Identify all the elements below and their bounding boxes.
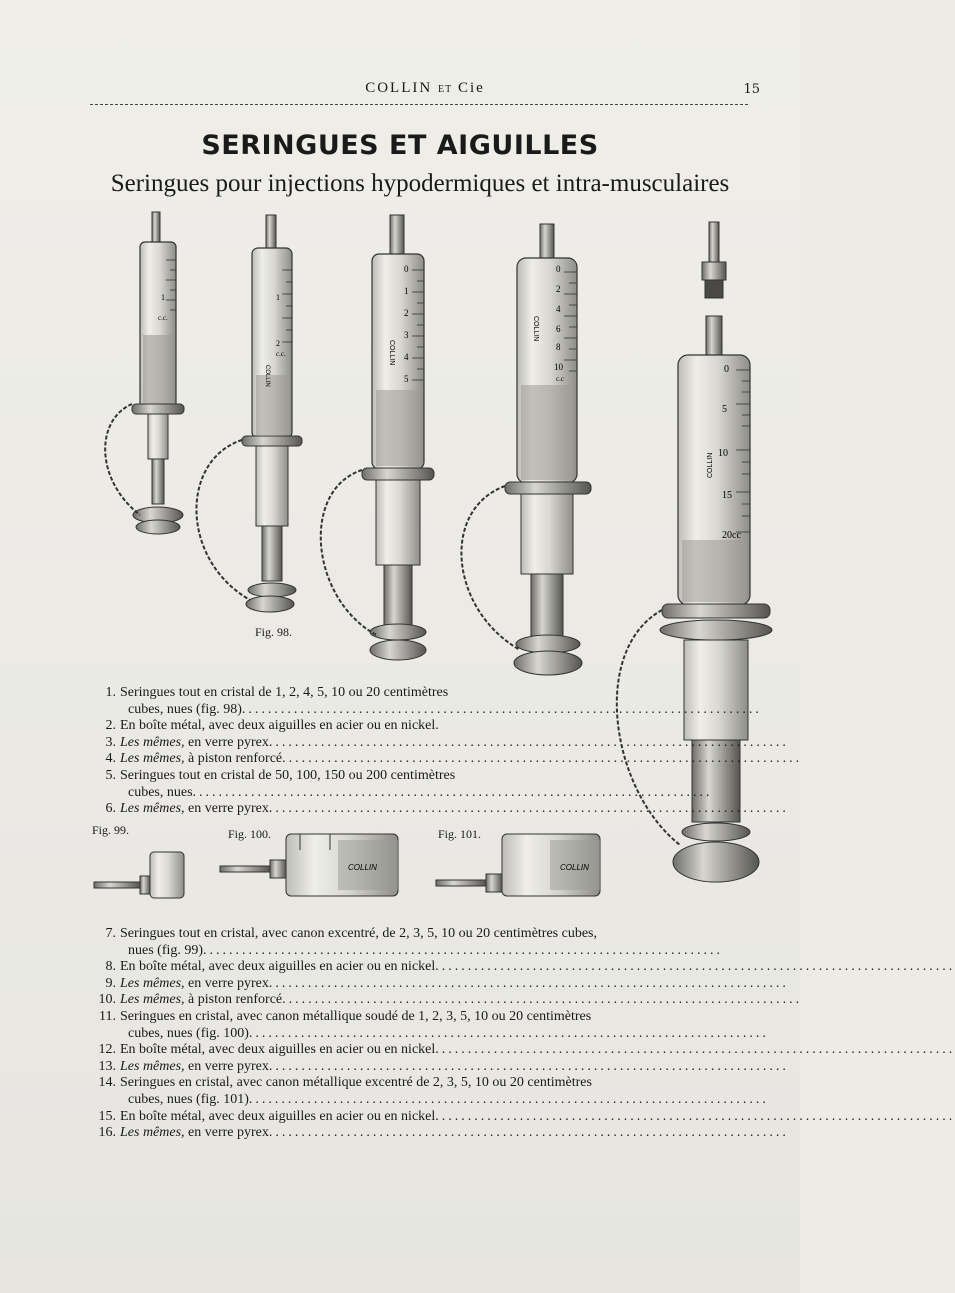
leader-dots: ................................................................................ (192, 784, 713, 800)
item-text (120, 1059, 269, 1074)
leader-dots: ................................................................................ (282, 992, 803, 1008)
list-item (92, 1058, 789, 1076)
item-text (128, 1092, 249, 1107)
syringe-2-maker-mark: COLLIN (264, 365, 270, 387)
leader-dots: ................................................................................ (241, 701, 762, 717)
list-item (92, 751, 803, 768)
item-body: En boîte métal, avec deux aiguilles en acier ou en nickel (120, 1042, 436, 1058)
syringe-4-scale-cc: c.c (556, 375, 564, 383)
syringe-4-scale-10: 10 (554, 362, 563, 372)
list-item (92, 1125, 789, 1142)
item-body: cubes, nues (128, 784, 193, 800)
syringe-1 (105, 212, 184, 534)
syringe-5 (617, 222, 772, 882)
item-number: 10. (98, 992, 116, 1008)
syringe-3-maker-mark: COLLIN (388, 340, 395, 366)
item-text (128, 785, 193, 800)
item-text (128, 702, 242, 717)
item-number: 15. (98, 1108, 116, 1124)
item-text (120, 1009, 591, 1024)
syringe-4-maker-mark: COLLIN (532, 316, 539, 342)
item-body: à piston renforcé (184, 992, 283, 1008)
list-item (92, 959, 955, 976)
small-syringes-illustration (90, 830, 710, 910)
syringe-5-scale-10: 10 (718, 448, 728, 459)
item-emphasis: Les mêmes, (120, 801, 185, 817)
item-body: à piston renforcé (184, 751, 283, 767)
item-emphasis: Les mêmes, (120, 975, 185, 991)
leader-dots: ................................................................................ (268, 1125, 789, 1141)
item-number: 5. (105, 767, 116, 783)
item-number: 2. (105, 718, 116, 734)
fig-99-label: Fig. 99. (92, 823, 130, 837)
syringe-4-scale-8: 8 (556, 342, 561, 352)
item-text (120, 959, 435, 974)
leader-dots: ................................................................................ (248, 1025, 769, 1041)
item-body: En boîte métal, avec deux aiguilles en acier ou en nickel. (120, 718, 439, 734)
list-item (92, 926, 712, 943)
item-text (120, 976, 269, 991)
syringe-5-scale-0: 0 (724, 364, 729, 375)
item-text (128, 943, 203, 958)
syringe-4 (461, 224, 591, 675)
syringe-3-scale-2: 2 (404, 308, 409, 318)
item-body: Seringues tout en cristal de 1, 2, 4, 5, 10 ou 20 centimètres (120, 685, 449, 700)
fig-101-maker-mark: COLLIN (560, 863, 589, 872)
leader-dots: ................................................................................ (435, 959, 955, 975)
item-text (120, 992, 282, 1007)
item-number: 13. (98, 1058, 116, 1074)
item-body: En boîte métal, avec deux aiguilles en acier ou en nickel (120, 959, 436, 975)
syringe-3-scale-1: 1 (404, 286, 409, 296)
list-item (92, 992, 803, 1009)
list-item (92, 784, 713, 802)
item-number: 14. (98, 1075, 116, 1091)
item-emphasis: Les mêmes, (120, 1058, 185, 1074)
syringe-3-scale-5: 5 (404, 374, 409, 384)
item-body: nues (fig. 99) (128, 942, 204, 958)
list-item (92, 1091, 769, 1109)
item-number: 6. (105, 801, 116, 817)
leader-dots: ................................................................................ (203, 942, 724, 958)
leader-dots: ................................................................................ (435, 1108, 955, 1124)
item-body: en verre pyrex (184, 975, 269, 991)
syringe-2-scale-cc: c.c. (276, 350, 286, 358)
item-text (120, 751, 282, 766)
item-number: 3. (105, 734, 116, 750)
list-item (92, 1075, 712, 1092)
item-emphasis: Les mêmes, (120, 751, 185, 767)
item-body: En boîte métal, avec deux aiguilles en acier ou en nickel (120, 1108, 436, 1124)
item-body: cubes, nues (fig. 101) (128, 1091, 249, 1107)
page-number: 15 (743, 82, 760, 97)
syringe-2-scale-2: 2 (276, 339, 280, 348)
item-number: 11. (99, 1008, 116, 1024)
syringe-3-scale-0: 0 (404, 264, 409, 274)
leader-dots: ................................................................................ (282, 751, 803, 767)
item-body: en verre pyrex (184, 801, 269, 817)
syringe-1-scale-1: 1 (161, 293, 165, 302)
item-number: 12. (98, 1042, 116, 1058)
syringe-3-scale-4: 4 (404, 352, 409, 362)
leader-dots: ................................................................................ (435, 1042, 955, 1058)
item-text (120, 685, 448, 700)
syringe-4-scale-0: 0 (556, 264, 561, 274)
list-item (92, 718, 532, 735)
brand-name: COLLIN ET Cie (365, 80, 485, 96)
page-subtitle: Seringues pour injections hypodermiques et intra-musculaires (110, 170, 730, 197)
syringe-3-scale-3: 3 (404, 330, 409, 340)
fig-98-label: Fig. 98. (255, 625, 293, 639)
fig-100-syringe (220, 834, 398, 896)
item-emphasis: Les mêmes, (120, 1125, 185, 1141)
item-text (120, 1075, 592, 1090)
leader-dots: ................................................................................ (268, 975, 789, 991)
list-bottom (92, 926, 955, 1142)
syringe-2-scale-1: 1 (276, 293, 280, 302)
list-item (92, 1025, 769, 1043)
list-item (92, 701, 762, 719)
list-item (92, 1108, 955, 1126)
item-emphasis: Les mêmes, (120, 992, 185, 1008)
list-item (92, 975, 789, 993)
syringe-3 (321, 215, 434, 660)
list-item (92, 768, 532, 785)
fig-100-label: Fig. 100. (228, 827, 272, 841)
item-number: 8. (105, 959, 116, 975)
fig-99-syringe (94, 852, 184, 898)
syringe-4-scale-2: 2 (556, 284, 561, 294)
item-text (120, 735, 269, 750)
item-body: Seringues en cristal, avec canon métallique excentré de 2, 3, 5, 10 ou 20 centimètres (120, 1075, 592, 1091)
syringe-5-scale-5: 5 (722, 404, 727, 415)
list-item (92, 734, 789, 752)
fig-100-maker-mark: COLLIN (348, 863, 377, 872)
leader-dots: ................................................................................ (248, 1091, 769, 1107)
item-text (120, 718, 439, 733)
item-number: 4. (105, 751, 116, 767)
item-number: 16. (98, 1125, 116, 1141)
item-number: 9. (105, 975, 116, 991)
leader-dots: ................................................................................ (268, 734, 789, 750)
list-item (92, 942, 724, 960)
item-text (128, 1026, 249, 1041)
item-text (120, 1125, 269, 1140)
fig-101-label: Fig. 101. (438, 827, 482, 841)
list-item (92, 685, 532, 702)
syringe-4-scale-4: 4 (556, 304, 561, 314)
item-body: cubes, nues (fig. 100) (128, 1025, 249, 1041)
page-title: SERINGUES ET AIGUILLES (201, 130, 599, 161)
list-top (92, 685, 803, 818)
leader-dots: ................................................................................ (268, 1058, 789, 1074)
item-body: Seringues tout en cristal, avec canon excentré, de 2, 3, 5, 10 ou 20 centimètres cubes, (120, 926, 598, 941)
list-item (92, 1009, 712, 1026)
list-item (92, 801, 789, 818)
item-body: Seringues tout en cristal de 50, 100, 150 ou 200 centimètres (120, 767, 456, 783)
syringe-1-scale-cc: c.c. (158, 314, 168, 322)
syringe-5-maker-mark: COLLIN (707, 452, 714, 478)
item-body: Seringues en cristal, avec canon métallique soudé de 1, 2, 3, 5, 10 ou 20 centimètres (120, 1008, 592, 1024)
list-item (92, 1042, 955, 1059)
syringe-5-scale-15: 15 (722, 490, 732, 501)
syringe-4-scale-6: 6 (556, 324, 561, 334)
item-text (120, 926, 597, 941)
item-body: cubes, nues (fig. 98) (128, 701, 242, 717)
item-text (120, 768, 455, 783)
syringe-5-scale-20: 20cc (722, 530, 741, 541)
item-text (120, 801, 269, 816)
syringe-2 (196, 215, 302, 612)
item-text (120, 1109, 435, 1124)
item-body: en verre pyrex (184, 734, 269, 750)
item-emphasis: Les mêmes, (120, 734, 185, 750)
item-text (120, 1042, 435, 1057)
leader-dots: ................................................................................ (268, 801, 789, 817)
item-number: 1. (105, 685, 116, 700)
fig-101-syringe (436, 834, 600, 896)
item-body: en verre pyrex (184, 1125, 269, 1141)
item-body: en verre pyrex (184, 1058, 269, 1074)
item-number: 7. (105, 926, 116, 941)
